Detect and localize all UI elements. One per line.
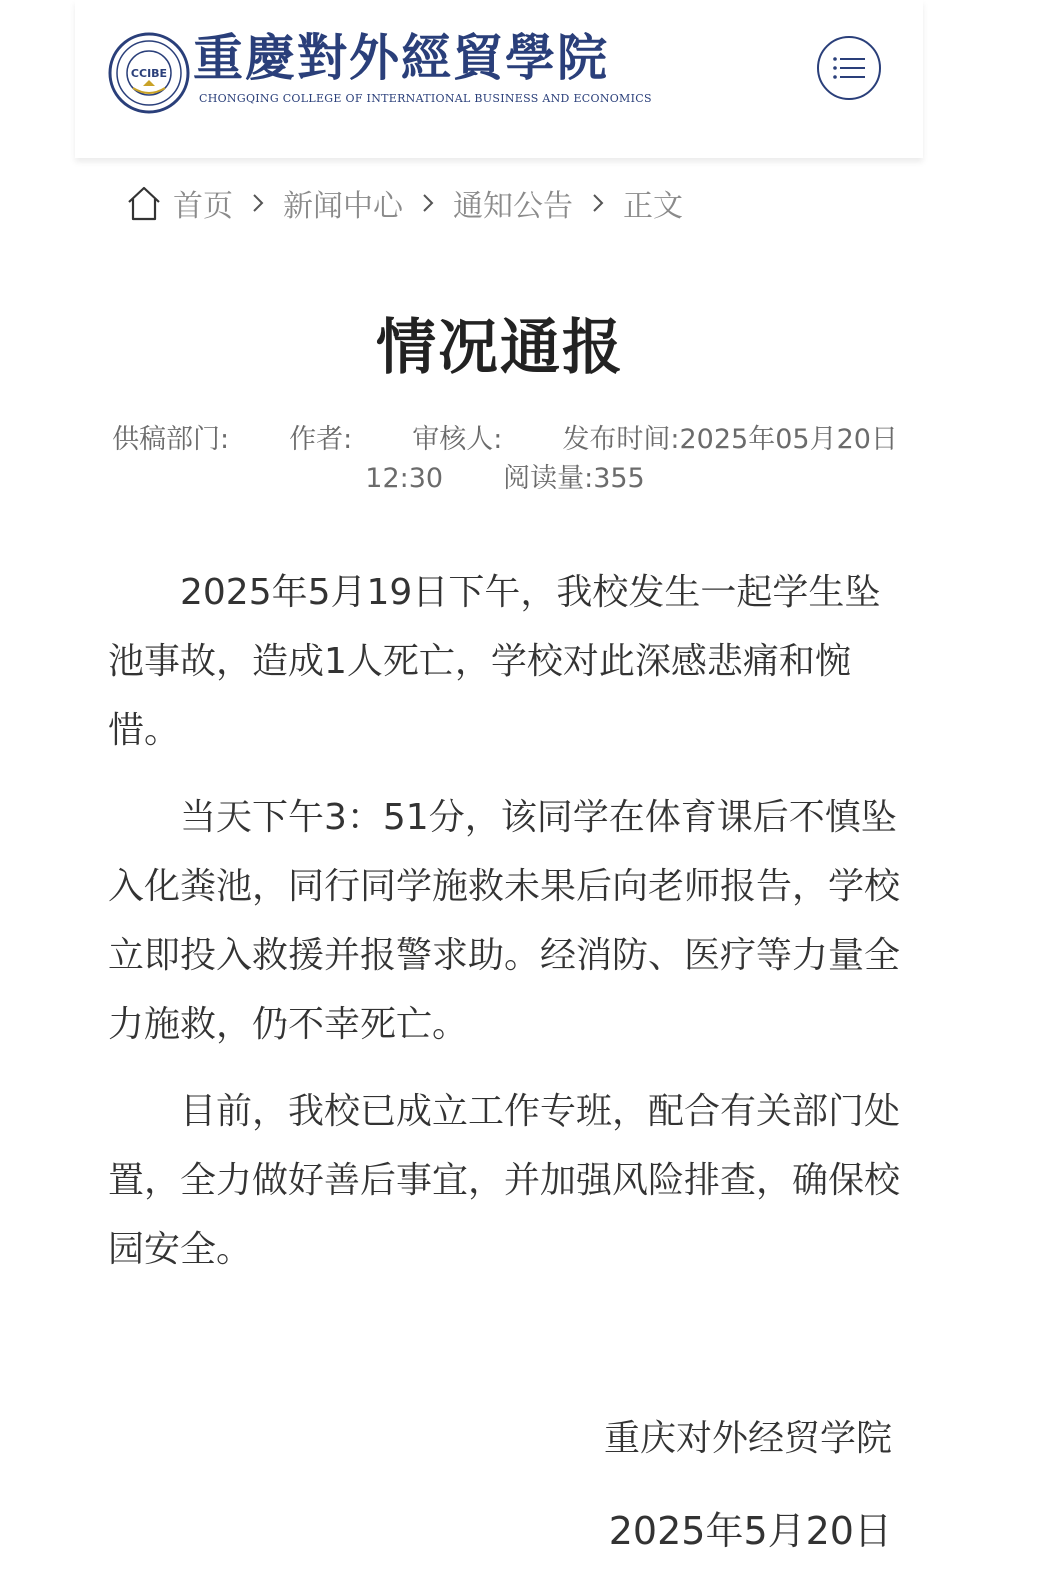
paragraph: 目前，我校已成立工作专班，配合有关部门处置，全力做好善后事宜，并加强风险排查，确保校园安全。 (108, 1091, 901, 1270)
breadcrumb-home[interactable]: 首页 (173, 189, 233, 224)
reads-count: 355 (593, 463, 645, 494)
department-label: 供稿部门: (112, 424, 230, 455)
signature-org: 重庆对外经贸学院 (603, 1418, 892, 1459)
college-name-en: CHONGQING COLLEGE OF INTERNATIONAL BUSINESS AND ECONOMICS (199, 92, 652, 105)
college-seal-logo[interactable] (108, 32, 190, 114)
reads-label: 阅读量: (503, 463, 594, 494)
breadcrumb-news[interactable]: 新闻中心 (283, 189, 403, 224)
menu-list-icon (832, 55, 866, 81)
article-title: 情况通报 (376, 313, 624, 383)
chevron-right-icon (251, 192, 265, 214)
breadcrumb-current: 正文 (623, 189, 683, 224)
site-header (75, 0, 923, 158)
reviewer-label: 审核人: (412, 424, 503, 455)
signature-date: 2025年5月20日 (608, 1509, 892, 1553)
author-label: 作者: (289, 424, 353, 455)
paragraph: 当天下午3：51分，该同学在体育课后不慎坠入化粪池，同行同学施救未果后向老师报告，学校立即投入救援并报警求助。经消防、医疗等力量全力施救，仍不幸死亡。 (108, 797, 901, 1045)
home-icon[interactable] (125, 184, 163, 222)
college-name-cn[interactable]: 重慶對外經貿學院 (193, 28, 609, 87)
breadcrumb (125, 178, 683, 228)
chevron-right-icon (591, 192, 605, 214)
publish-time: 2025年05月20日 12:30 (365, 424, 898, 494)
menu-button[interactable] (817, 36, 881, 100)
breadcrumb-notice[interactable]: 通知公告 (453, 189, 573, 224)
paragraph: 2025年5月19日下午，我校发生一起学生坠池事故，造成1人死亡，学校对此深感悲痛和惋惜。 (108, 572, 881, 751)
seal-text: CCIBE (130, 67, 168, 80)
publish-label: 发布时间: (562, 424, 680, 455)
article-meta (110, 420, 900, 498)
article-body (108, 558, 900, 1302)
chevron-right-icon (421, 192, 435, 214)
